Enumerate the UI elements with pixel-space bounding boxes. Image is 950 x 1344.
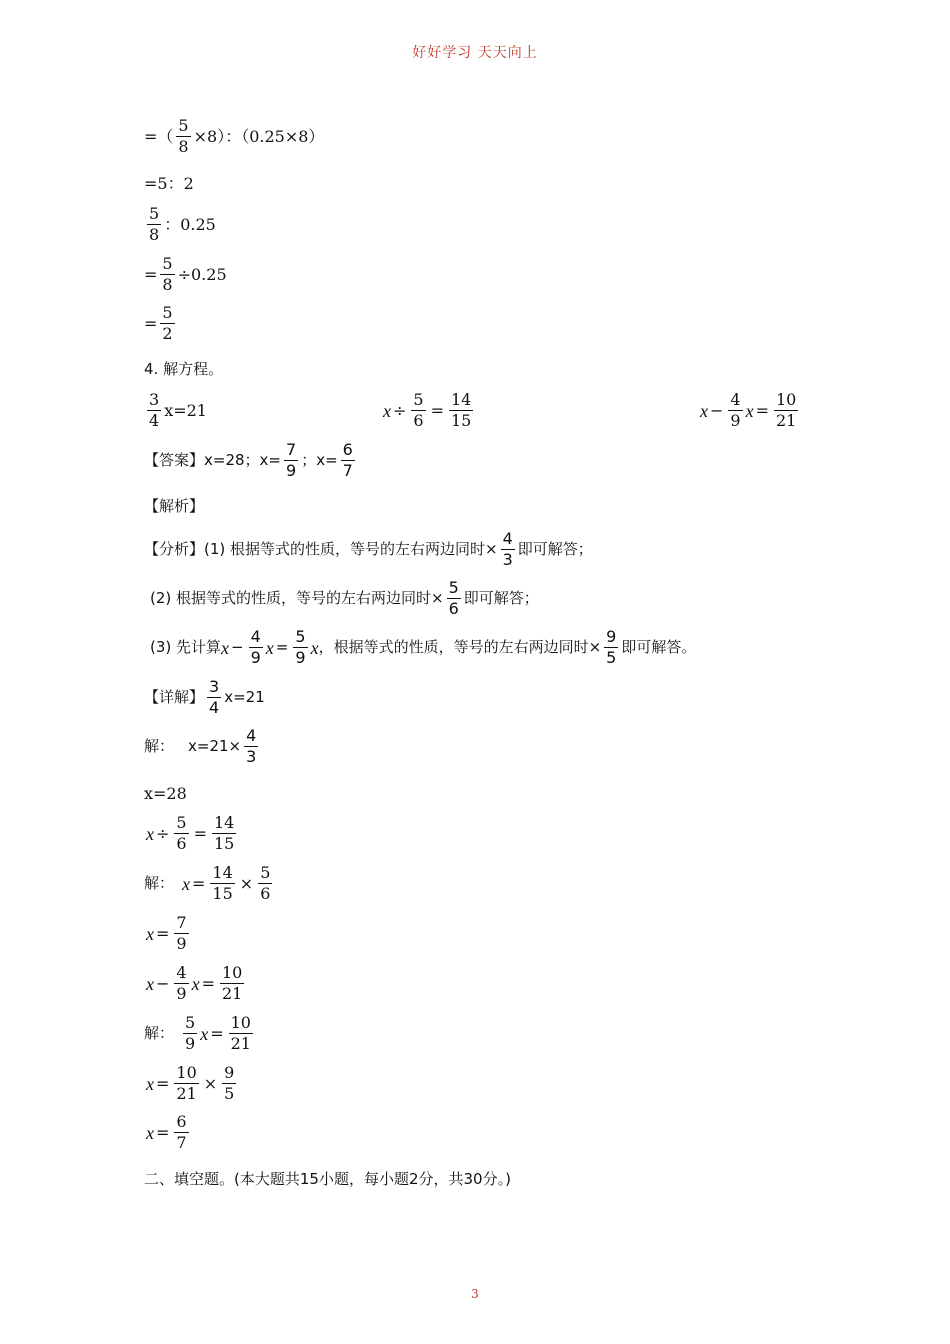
- calc-line-3: [144, 206, 216, 243]
- op: −: [231, 638, 244, 656]
- text: x=21×: [188, 737, 242, 755]
- page-header: 好好学习 天天向上: [412, 45, 538, 61]
- text: x=21: [164, 400, 207, 420]
- detail-line-10: [146, 1114, 192, 1151]
- var-x: x: [146, 823, 154, 844]
- fraction-4-9: $\frac{4}{9}$: [250, 627, 261, 667]
- equation-3: [700, 392, 801, 429]
- var-x: x: [146, 1073, 154, 1094]
- fraction-14-15: $\frac{14}{15}$: [214, 813, 235, 853]
- op: ×: [239, 873, 254, 893]
- analysis-label: 【解析】: [144, 497, 205, 515]
- text: ：0.25: [164, 214, 216, 234]
- fraction-5-6: $\frac{5}{6}$: [413, 390, 424, 430]
- op: =: [210, 1023, 224, 1043]
- detail-line-2: [144, 728, 261, 765]
- answer-label: 【答案】: [144, 451, 205, 469]
- detail-label: 【详解】: [144, 688, 205, 706]
- text: ，根据等式的性质，等号的左右两边同时×: [318, 638, 602, 656]
- equation-1: [144, 392, 207, 429]
- fraction-4-3: $\frac{4}{3}$: [502, 529, 513, 569]
- detail-line-8: [144, 1015, 256, 1052]
- fraction-5-9: $\frac{5}{9}$: [185, 1013, 196, 1053]
- calc-line-4: [144, 256, 227, 293]
- fraction-4-9: $\frac{4}{9}$: [176, 963, 187, 1003]
- var-x: x: [745, 400, 754, 421]
- text: =: [144, 264, 158, 284]
- analysis-line-2: [150, 580, 539, 617]
- text: =: [144, 313, 158, 333]
- calc-line-5: [144, 305, 178, 342]
- op: =: [156, 923, 170, 943]
- fraction-10-21: $\frac{10}{21}$: [222, 963, 243, 1003]
- analysis-line-3: [150, 629, 696, 666]
- fraction-3-4: $\frac{3}{4}$: [149, 390, 160, 430]
- text: (2) 根据等式的性质，等号的左右两边同时×: [150, 589, 444, 607]
- op: =: [156, 1073, 170, 1093]
- fraction-14-15: $\frac{14}{15}$: [212, 863, 233, 903]
- fraction-5-8: $\frac{5}{8}$: [149, 204, 160, 244]
- op: =: [193, 823, 207, 843]
- op: =: [156, 1122, 170, 1142]
- text: x=28: [144, 784, 187, 803]
- op: =: [192, 873, 206, 893]
- fraction-9-5: $\frac{9}{5}$: [606, 627, 617, 667]
- text: 即可解答；: [463, 589, 539, 607]
- text: 即可解答。: [621, 638, 697, 656]
- fraction-5-6: $\frac{5}{6}$: [448, 578, 459, 618]
- var-x: x: [182, 873, 191, 894]
- fraction-6-7: $\frac{6}{7}$: [176, 1112, 187, 1152]
- op: ÷: [156, 823, 170, 843]
- fraction-7-9: $\frac{7}{9}$: [286, 440, 297, 480]
- fraction-4-3: $\frac{4}{3}$: [246, 726, 257, 766]
- detail-line-3: [144, 786, 187, 802]
- text: x=21: [224, 688, 265, 706]
- calc-line-1: [144, 118, 324, 155]
- detail-line-4: [146, 815, 239, 852]
- op: −: [710, 400, 724, 420]
- op: ×: [203, 1073, 218, 1093]
- var-x: x: [221, 637, 230, 658]
- fraction-6-7: $\frac{6}{7}$: [342, 440, 353, 480]
- text: 解：: [144, 874, 175, 892]
- fraction-5-6: $\frac{5}{6}$: [260, 863, 271, 903]
- analysis-line-1: [144, 531, 593, 568]
- fraction-5-2: $\frac{5}{2}$: [162, 303, 173, 343]
- op: =: [430, 400, 444, 420]
- fraction-3-4: $\frac{3}{4}$: [209, 677, 220, 717]
- equation-2: [383, 392, 476, 429]
- var-x: x: [700, 400, 708, 421]
- text: 解：: [144, 737, 175, 755]
- detail-line-5: [144, 865, 275, 902]
- op: −: [156, 973, 170, 993]
- text: =5：2: [144, 174, 194, 193]
- detail-line-7: [146, 965, 247, 1002]
- answer-line: [144, 442, 358, 479]
- fraction-5-8: $\frac{5}{8}$: [178, 116, 189, 156]
- var-x: x: [265, 637, 274, 658]
- var-x: x: [383, 400, 391, 421]
- op: =: [275, 638, 289, 656]
- var-x: x: [146, 923, 154, 944]
- fraction-10-21: $\frac{10}{21}$: [230, 1013, 251, 1053]
- fraction-5-6: $\frac{5}{6}$: [176, 813, 187, 853]
- fraction-5-8: $\frac{5}{8}$: [162, 254, 173, 294]
- var-x: x: [200, 1023, 209, 1044]
- var-x: x: [146, 1122, 154, 1143]
- detail-line-1: [144, 679, 265, 716]
- text: (3) 先计算: [150, 638, 222, 656]
- text: ÷0.25: [177, 264, 227, 284]
- op: =: [755, 400, 769, 420]
- text: x=28；x=: [204, 451, 281, 469]
- section-2-title: 二、填空题。(本大题共15小题，每小题2分，共30分。): [144, 1170, 511, 1188]
- text: 【分析】(1) 根据等式的性质，等号的左右两边同时×: [144, 540, 498, 558]
- var-x: x: [191, 973, 200, 994]
- op: =: [201, 973, 215, 993]
- fraction-10-21: $\frac{10}{21}$: [176, 1063, 197, 1103]
- fraction-5-9: $\frac{5}{9}$: [295, 627, 306, 667]
- detail-line-6: [146, 915, 192, 952]
- fraction-14-15: $\frac{14}{15}$: [451, 390, 472, 430]
- var-x: x: [146, 973, 154, 994]
- op: ÷: [393, 400, 407, 420]
- page-number: 3: [471, 1287, 479, 1301]
- text: ×8）：（0.25×8）: [193, 126, 325, 146]
- question-4-title: 4. 解方程。: [144, 360, 224, 378]
- text: 即可解答；: [517, 540, 593, 558]
- fraction-4-9: $\frac{4}{9}$: [730, 390, 741, 430]
- text: =（: [144, 126, 174, 146]
- text: ；x=: [301, 451, 338, 469]
- fraction-10-21: $\frac{10}{21}$: [776, 390, 797, 430]
- fraction-9-5: $\frac{9}{5}$: [224, 1063, 235, 1103]
- calc-line-2: [144, 176, 194, 192]
- detail-line-9: [146, 1065, 239, 1102]
- fraction-7-9: $\frac{7}{9}$: [176, 913, 187, 953]
- var-x: x: [310, 637, 319, 658]
- text: 解：: [144, 1024, 175, 1042]
